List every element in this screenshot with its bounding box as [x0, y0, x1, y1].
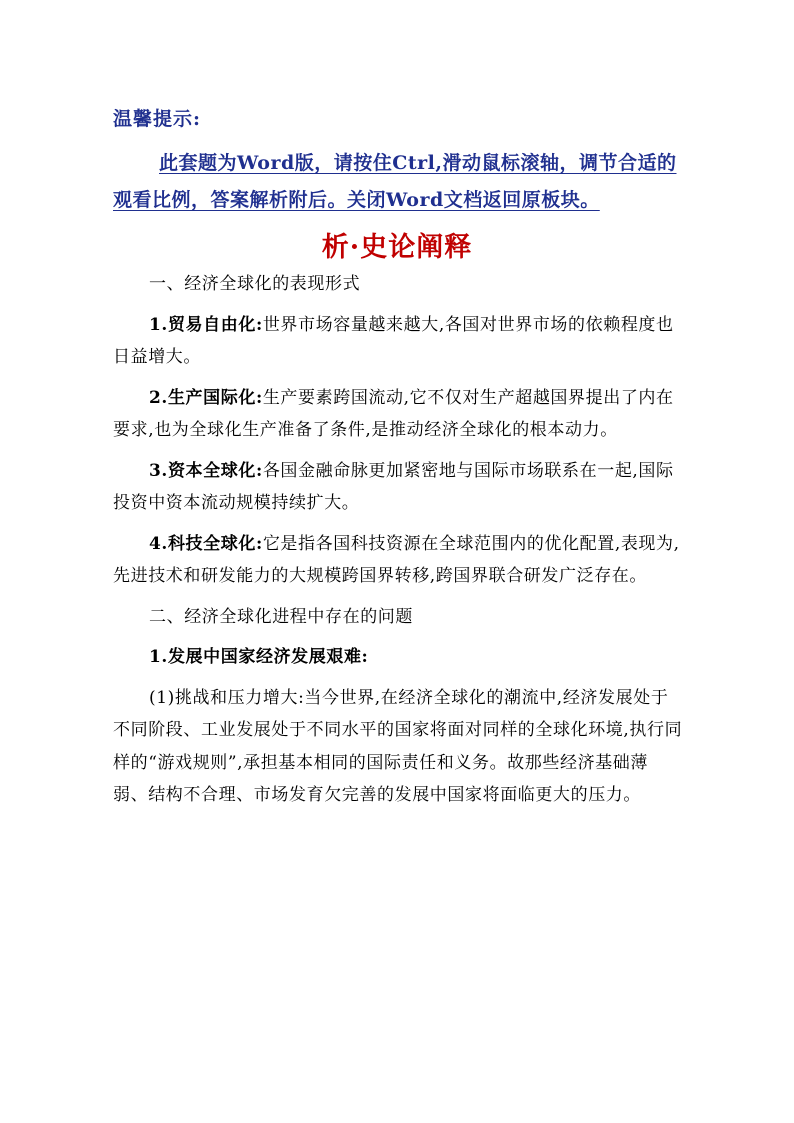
subheading-developing-countries	[113, 641, 683, 674]
heading-problems	[113, 601, 683, 634]
paragraph-lead: 1.贸易自由化:	[149, 314, 263, 335]
paragraph-text: 生产要素跨国流动,它不仅对生产超越国界提出了内在要求,也为全球化生产准备了条件,是推动经济全球化的根本动力。	[113, 387, 674, 440]
paragraph-text: 它是指各国科技资源在全球范围内的优化配置,表现为,先进技术和研发能力的大规模跨国界转移,跨国界联合研发广泛存在。	[113, 533, 680, 586]
paragraph-capital	[113, 455, 683, 520]
paragraph-lead: 2.生产国际化:	[149, 387, 263, 408]
tip-body: 此套题为Word版，请按住Ctrl,滑动鼠标滚轴，调节合适的观看比例，答案解析附后。关闭Word文档返回原板块。	[113, 152, 677, 211]
paragraph-lead: 1.发展中国家经济发展艰难:	[149, 647, 369, 667]
paragraph-technology	[113, 528, 683, 593]
paragraph-text: 二、经济全球化进程中存在的问题	[149, 606, 413, 627]
paragraph-text: (1)挑战和压力增大:当今世界,在经济全球化的潮流中,经济发展处于不同阶段、工业发展处于不同水平的国家将面对同样的全球化环境,执行同样的“游戏规则”,承担基本相同的国际责任和义务。故那些经济基础薄弱、结构不合理、市场发育欠完善的发展中国家将面临更大的压力。	[113, 687, 683, 805]
paragraph-text: 各国金融命脉更加紧密地与国际市场联系在一起,国际投资中资本流动规模持续扩大。	[113, 460, 674, 513]
paragraph-text: 世界市场容量越来越大,各国对世界市场的依赖程度也日益增大。	[113, 314, 674, 367]
paragraph-production	[113, 382, 683, 447]
paragraph-lead: 4.科技全球化:	[149, 533, 263, 554]
section-title: 析·史论阐释	[321, 232, 473, 263]
content-body	[113, 268, 683, 820]
heading-forms	[113, 268, 683, 301]
paragraph-lead: 3.资本全球化:	[149, 460, 263, 481]
paragraph-text: 一、经济全球化的表现形式	[149, 274, 361, 294]
paragraph-challenges	[113, 682, 683, 812]
paragraph-trade	[113, 309, 683, 374]
tip-heading: 温馨提示:	[113, 108, 202, 130]
